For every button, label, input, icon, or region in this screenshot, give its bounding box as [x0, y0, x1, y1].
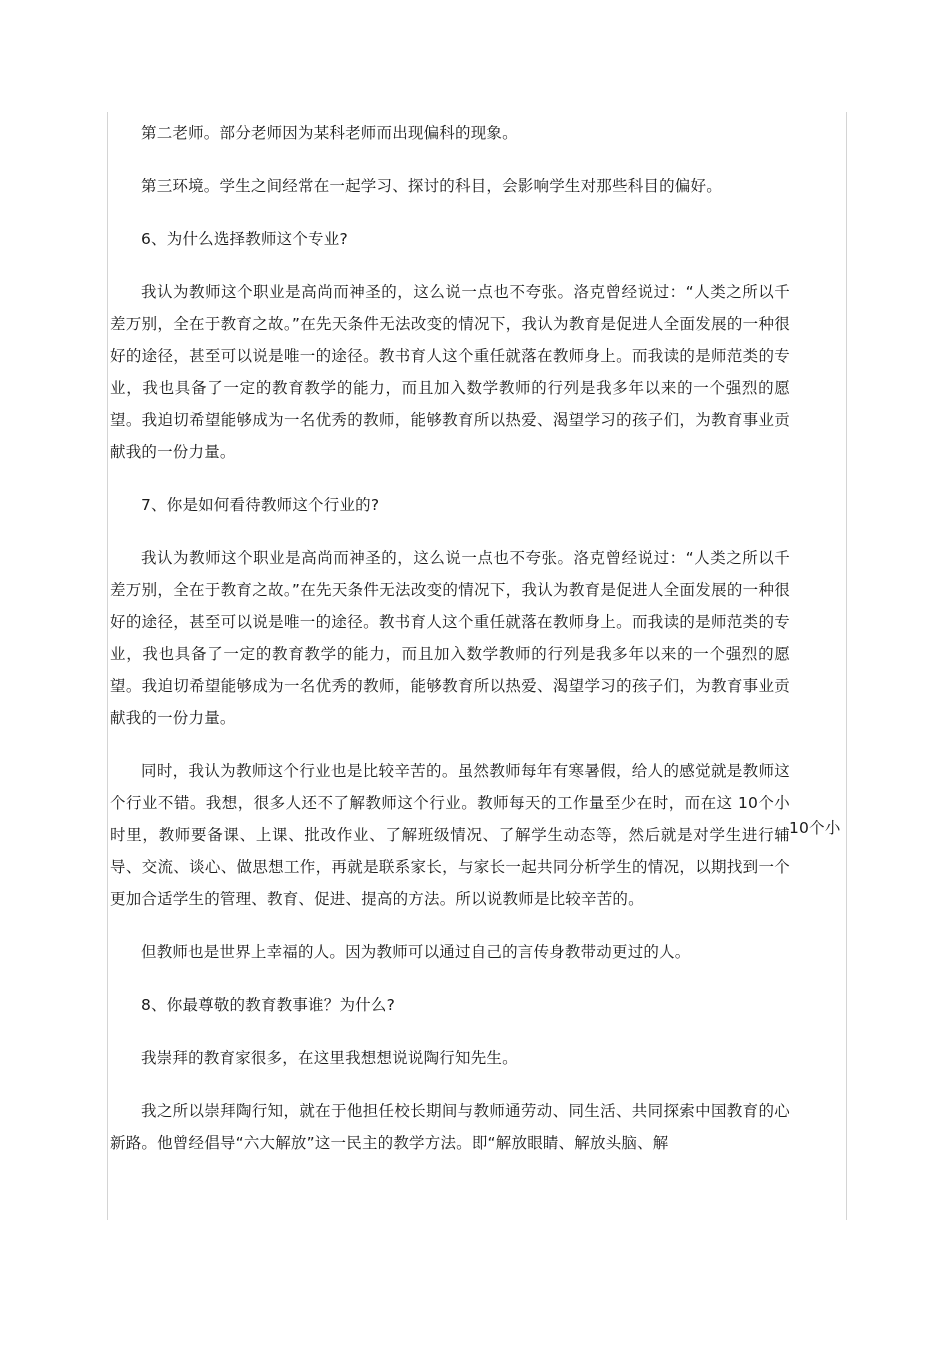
answer-8-intro-paragraph: 我崇拜的教育家很多，在这里我想想说说陶行知先生。 [141, 1049, 518, 1067]
question-6-heading: 6、为什么选择教师这个专业? [141, 230, 348, 248]
answer-7-happiness-paragraph: 但教师也是世界上幸福的人。因为教师可以通过自己的言传身教带动更过的人。 [141, 943, 691, 961]
question-8-heading: 8、你最尊敬的教育教事谁？为什么? [141, 996, 395, 1014]
paragraph-teacher-factor: 第二老师。部分老师因为某科老师而出现偏科的现象。 [141, 124, 518, 142]
answer-7-paragraph: 我认为教师这个职业是高尚而神圣的，这么说一点也不夸张。洛克曾经说过：“人类之所以千差万别，全在于教育之故。”在先天条件无法改变的情况下，我认为教育是促进人全面发展的一种很好的途径，甚至可以说是唯一的途径。教书育人这个重任就落在教师身上。而我读的是师范类的专业，我也具备了一定的教育教学的能力，而且加入数学教师的行列是我多年以来的一个强烈的愿望。我迫切希望能够成为一名优秀的教师，能够教育所以热爱、渴望学习的孩子们，为教育事业贡献我的一份力量。 [110, 549, 790, 727]
page-right-border [846, 112, 847, 1220]
answer-6-paragraph: 我认为教师这个职业是高尚而神圣的，这么说一点也不夸张。洛克曾经说过：“人类之所以千差万别，全在于教育之故。”在先天条件无法改变的情况下，我认为教育是促进人全面发展的一种很好的途径，甚至可以说是唯一的途径。教书育人这个重任就落在教师身上。而我读的是师范类的专业，我也具备了一定的教育教学的能力，而且加入数学教师的行列是我多年以来的一个强烈的愿望。我迫切希望能够成为一名优秀的教师，能够教育所以热爱、渴望学习的孩子们，为教育事业贡献我的一份力量。 [110, 283, 790, 461]
answer-8-detail-paragraph: 我之所以崇拜陶行知，就在于他担任校长期间与教师通劳动、同生活、共同探索中国教育的心新路。他曾经倡导“六大解放”这一民主的教学方法。即“解放眼睛、解放头脑、解 [110, 1102, 790, 1152]
paragraph-environment-factor: 第三环境。学生之间经常在一起学习、探讨的科目，会影响学生对那些科目的偏好。 [141, 177, 722, 195]
margin-overflow-text: 10个小 [789, 819, 841, 837]
document-body [110, 117, 790, 1180]
question-7-heading: 7、你是如何看待教师这个行业的? [141, 496, 380, 514]
page-left-border [107, 112, 108, 1220]
answer-7-workload-paragraph: 同时，我认为教师这个行业也是比较辛苦的。虽然教师每年有寒暑假，给人的感觉就是教师这个行业不错。我想，很多人还不了解教师这个行业。教师每天的工作量至少在时，而在这 10个小时里，教师要备课、上课、批改作业、了解班级情况、了解学生动态等，然后就是对学生进行辅导、交流、谈心、做思想工作，再就是联系家长，与家长一起共同分析学生的情况，以期找到一个更加合适学生的管理、教育、促进、提高的方法。所以说教师是比较辛苦的。 [110, 762, 790, 908]
